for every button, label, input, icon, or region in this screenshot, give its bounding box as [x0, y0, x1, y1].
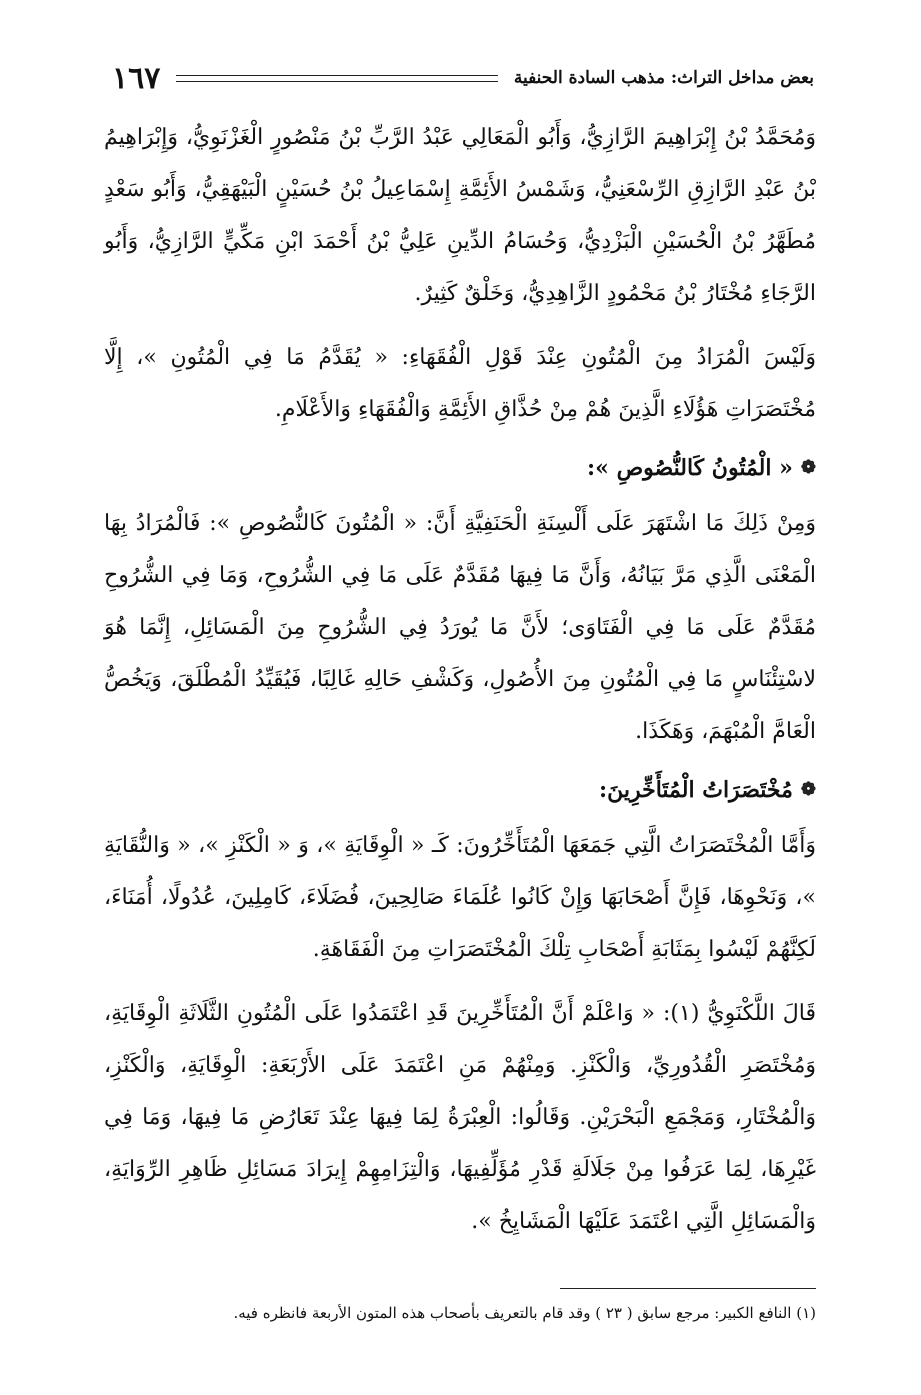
section-heading-text: مُخْتَصَرَاتُ الْمُتَأَخِّرِينَ:: [598, 777, 793, 803]
paragraph: وَأَمَّا الْمُخْتَصَرَاتُ الَّتِي جَمَعَهَا الْمُتَأَخِّرُونَ: كَـ « الْوِقَايَةِ »، وَ « الْكَنْزِ »، « وَالنُّقَايَةِ »، وَنَحْوِهَا، فَإِنَّ أَصْحَابَهَا وَإِنْ كَانُوا عُلَمَاءَ صَالِحِينَ، فُضَلَاءَ، كَامِلِينَ، عُدُولًا، أُمَنَاءَ، لَكِنَّهُمْ لَيْسُوا بِمَثَابَةِ أَصْحَابِ تِلْكَ الْمُخْتَصَرَاتِ مِنَ الْفَقَاهَةِ.: [104, 833, 816, 962]
paragraph: وَمُحَمَّدُ بْنُ إِبْرَاهِيمَ الرَّازِيُّ، وَأَبُو الْمَعَالِي عَبْدُ الرَّبِّ بْنُ مَنْصُورٍ الْغَزْنَوِيُّ، وَإِبْرَاهِيمُ بْنُ عَبْدِ الرَّازِقِ الرِّسْعَنِيُّ، وَشَمْسُ الأَئِمَّةِ إِسْمَاعِيلُ بْنُ حُسَيْنٍ الْبَيْهَقِيُّ، وَأَبُو سَعْدٍ مُطَهَّرُ بْنُ الْحُسَيْنِ الْبَزْدِيُّ، وَحُسَامُ الدِّينِ عَلِيُّ بْنُ أَحْمَدَ ابْنِ مَكِّيٍّ الرَّازِيُّ، وَأَبُو الرَّجَاءِ مُخْتَارُ بْنُ مَحْمُودٍ الزَّاهِدِيُّ، وَخَلْقٌ كَثِيرٌ.: [104, 125, 816, 306]
page-body: [104, 112, 816, 1248]
section-heading-text: « الْمُتُونُ كَالنُّصُوصِ »:: [587, 455, 793, 481]
paragraph: وَمِنْ ذَلِكَ مَا اشْتَهَرَ عَلَى أَلْسِنَةِ الْحَنَفِيَّةِ أَنَّ: « الْمُتُونَ كَالنُّصُوصِ »: فَالْمُرَادُ بِهَا الْمَعْنَى الَّذِي مَرَّ بَيَانُهُ، وَأَنَّ مَا فِيهَا مُقَدَّمٌ عَلَى مَا فِي الشُّرُوحِ، وَمَا فِي الشُّرُوحِ مُقَدَّمٌ عَلَى مَا فِي الْفَتَاوَى؛ لأَنَّ مَا يُورَدُ فِي الشُّرُوحِ مِنَ الْمَسَائِلِ، إِنَّمَا هُوَ لاسْتِئْنَاسٍ مَا فِي الْمُتُونِ مِنَ الأُصُولِ، وَكَشْفِ حَالِهِ غَالِبًا، فَيُقَيِّدُ الْمُطْلَقَ، وَيَخُصُّ الْعَامَّ الْمُبْهَمَ، وَهَكَذَا.: [104, 511, 816, 744]
running-header: [112, 58, 814, 98]
header-title: بعض مداخل التراث: مذهب السادة الحنفية: [513, 68, 814, 88]
header-rule: [176, 75, 497, 82]
section-heading: [104, 442, 816, 494]
ornament-icon: ❁: [800, 779, 816, 800]
paragraph: وَلَيْسَ الْمُرَادُ مِنَ الْمُتُونِ عِنْدَ قَوْلِ الْفُقَهَاءِ: « يُقَدَّمُ مَا فِي الْمُتُونِ »، إِلَّا مُخْتَصَرَاتِ هَؤُلَاءِ الَّذِينَ هُمْ مِنْ حُذَّاقِ الأَئِمَّةِ وَالْفُقَهَاءِ وَالأَعْلَامِ.: [104, 345, 816, 422]
footnote-divider: [560, 1288, 816, 1289]
paragraph: قَالَ اللَّكْنَوِيُّ (١): « وَاعْلَمْ أَنَّ الْمُتَأَخِّرِينَ قَدِ اعْتَمَدُوا عَلَى الْمُتُونِ الثَّلَاثَةِ الْوِقَايَةِ، وَمُخْتَصَرِ الْقُدُورِيِّ، وَالْكَنْزِ. وَمِنْهُمْ مَنِ اعْتَمَدَ عَلَى الأَرْبَعَةِ: الْوِقَايَةِ، وَالْكَنْزِ، وَالْمُخْتَارِ، وَمَجْمَعِ الْبَحْرَيْنِ. وَقَالُوا: الْعِبْرَةُ لِمَا فِيهَا عِنْدَ تَعَارُضِ مَا فِيهَا، وَمَا فِي غَيْرِهَا، لِمَا عَرَفُوا مِنْ جَلَالَةِ قَدْرِ مُؤَلِّفِيهَا، وَالْتِزَامِهِمْ إِيرَادَ مَسَائِلِ ظَاهِرِ الرِّوَايَةِ، وَالْمَسَائِلِ الَّتِي اعْتَمَدَ عَلَيْهَا الْمَشَايِخُ ».: [104, 1001, 817, 1234]
ornament-icon: ❁: [800, 457, 816, 478]
section-heading: [104, 764, 816, 816]
page-number: ١٦٧: [112, 60, 161, 96]
footnote: (١) النافع الكبير: مرجع سابق ( ٢٣ ) وقد قام بالتعريف بأصحاب هذه المتون الأربعة فانظره فيه.: [233, 1304, 816, 1322]
